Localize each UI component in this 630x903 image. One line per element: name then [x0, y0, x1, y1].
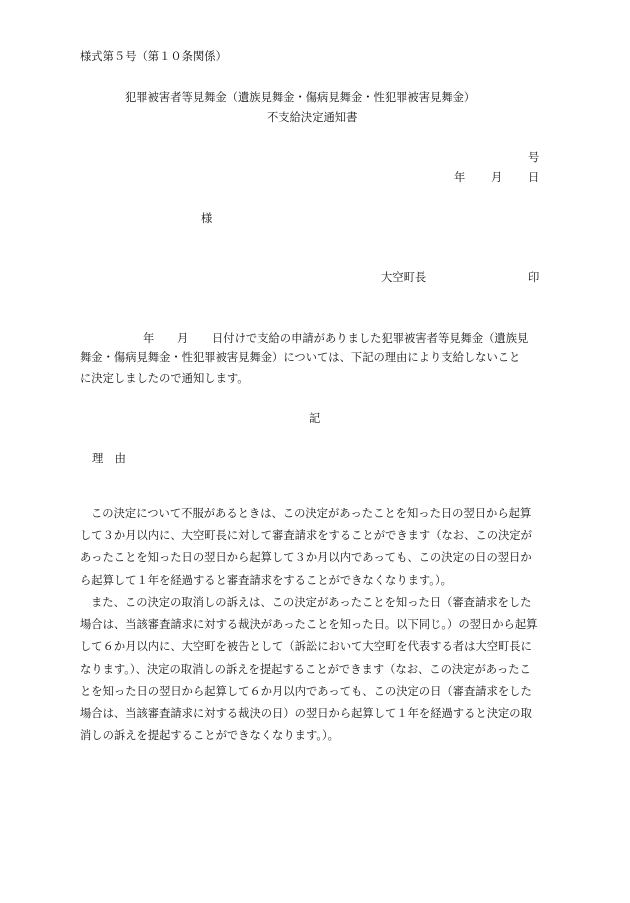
- body-line-2: 舞金・傷病見舞金・性犯罪被害見舞金）については、下記の理由により支給しないこと: [80, 351, 521, 364]
- appeal-notice-paragraph: [80, 503, 558, 592]
- document-title-line2: 不支給決定通知書: [267, 111, 358, 124]
- recipient-honorific: 様: [201, 212, 213, 225]
- date-year-label: 年: [454, 171, 466, 184]
- appeal-notice-line: あったことを知った日の翌日から起算して３か月以内であっても、この決定の日の翌日か: [80, 551, 532, 565]
- lawsuit-notice-line: とを知った日の翌日から起算して６か月以内であっても、この決定の日（審査請求をした: [80, 684, 532, 698]
- lawsuit-notice-line: 場合は、当該審査請求に対する裁決の日）の翌日から起算して１年を経過すると決定の取: [80, 707, 532, 721]
- date-day-label: 日: [528, 171, 540, 184]
- document-number-suffix: 号: [528, 151, 540, 164]
- date-month-label: 月: [491, 171, 503, 184]
- issuer-title: 大空町長: [381, 271, 427, 284]
- lawsuit-notice-line: また、この決定の取消しの訴えは、この決定があったことを知った日（審査請求をした: [91, 596, 532, 609]
- body-line-3: に決定しましたので通知します。: [80, 372, 249, 385]
- lawsuit-notice-line: 場合は、当該審査請求に対する裁決があったことを知った日。以下同じ。）の翌日から起算: [80, 618, 538, 632]
- lawsuit-notice-line: 消しの訴えを提起することができなくなります。）。: [80, 729, 339, 743]
- lawsuit-notice-paragraph: [80, 592, 558, 747]
- form-label: 様式第５号（第１０条関係）: [80, 50, 227, 63]
- lawsuit-notice-line: なります。）、決定の取消しの訴えを提起することができます（なお、この決定があったこ: [80, 662, 531, 676]
- appeal-notice-line: して３か月以内に、大空町長に対して審査請求をすることができます（なお、この決定が: [80, 529, 532, 543]
- issuer-seal-mark: 印: [528, 271, 540, 284]
- lawsuit-notice-line: して６か月以内に、大空町を被告として（訴訟において大空町を代表する者は大空町長に: [80, 640, 532, 654]
- appeal-notice-line: ら起算して１年を経過すると審査請求をすることができなくなります。）。: [80, 573, 452, 587]
- body-line-1: 日付けで支給の申請がありました犯罪被害者等見舞金（遺族見: [212, 332, 529, 345]
- reason-label: 理 由: [92, 452, 126, 465]
- document-title-line1: 犯罪被害者等見舞金（遺族見舞金・傷病見舞金・性犯罪被害見舞金）: [125, 91, 476, 104]
- ki-heading: 記: [309, 412, 321, 425]
- body-date-year: 年: [143, 332, 155, 345]
- appeal-notice-line: この決定について不服があるときは、この決定があったことを知った日の翌日から起算: [91, 507, 532, 520]
- body-date-month: 月: [177, 332, 189, 345]
